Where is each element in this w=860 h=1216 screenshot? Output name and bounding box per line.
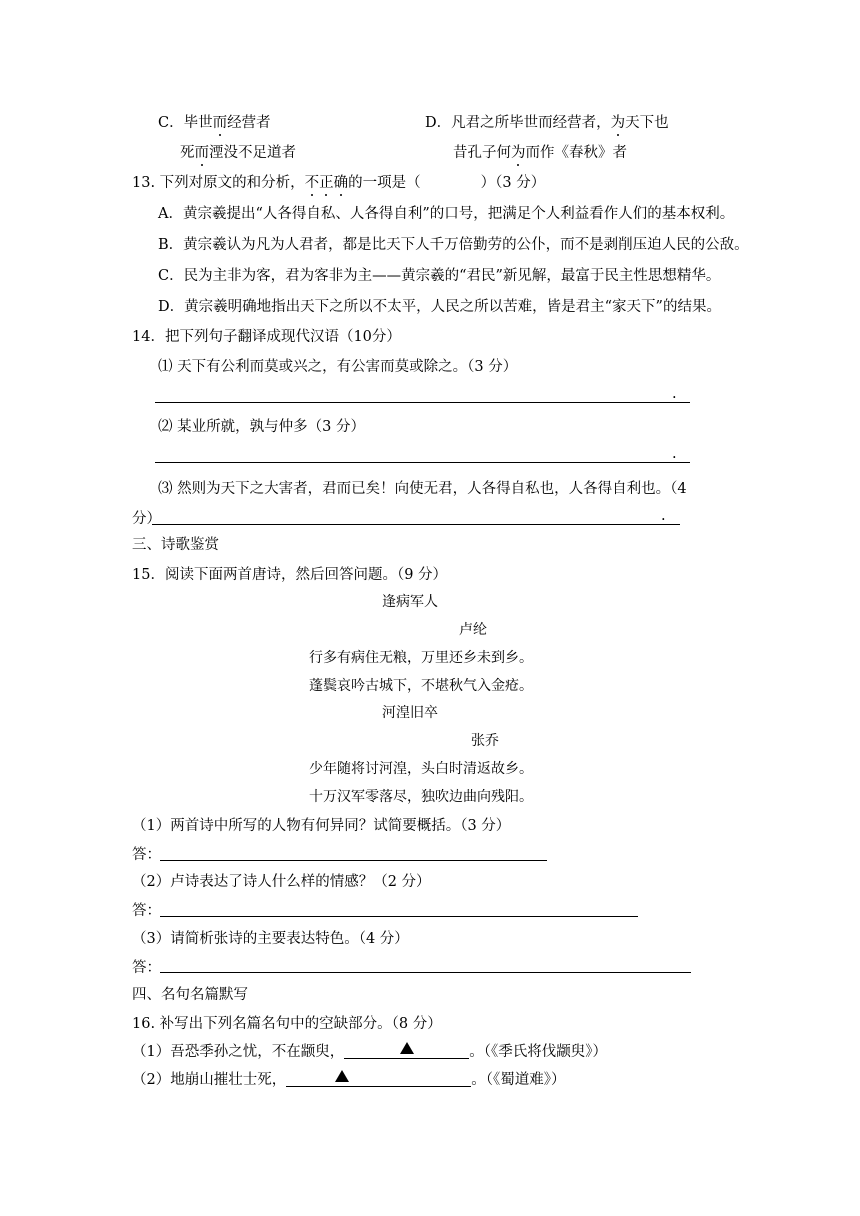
triangle-marker-icon: [400, 1042, 414, 1054]
q15-answer-label-3: 答：: [132, 960, 161, 976]
q14-answer-line-3[interactable]: [152, 524, 680, 525]
q15-sub-1: （1）两首诗中所写的人物有何异同？试简要概括。（3 分）: [132, 818, 511, 834]
q12-option-c-line2: 死而湮没不足道者: [180, 145, 296, 161]
q15-sub-2: （2）卢诗表达了诗人什么样的情感？（2 分）: [132, 874, 431, 890]
triangle-marker-icon: [335, 1070, 349, 1082]
q13-option-a: A．黄宗羲提出“人各得自私、人各得自利”的口号，把满足个人利益看作人们的基本权利。: [158, 206, 735, 222]
poem-1-line-2: 蓬鬓哀吟古城下，不堪秋气入金疮。: [309, 678, 533, 694]
poem-2-line-2: 十万汉军零落尽，独吹边曲向残阳。: [309, 789, 533, 805]
q14-stem: 14．把下列句子翻译成现代汉语（10分）: [132, 329, 401, 345]
q12-option-c-line1: C．毕世而经营者: [158, 115, 271, 131]
q14-answer-line-1[interactable]: [155, 402, 690, 403]
q14-sentence-3-cont: 分）: [132, 511, 161, 527]
q15-answer-line-1[interactable]: [160, 860, 547, 861]
q15-answer-label-2: 答：: [132, 903, 161, 919]
q13-option-c: C．民为主非为客，君为客非为主——黄宗羲的“君民”新见解，最富于民主性思想精华。: [158, 268, 721, 284]
q13-option-d: D．黄宗羲明确地指出天下之所以不太平，人民之所以苦难，皆是君主“家天下”的结果。: [158, 299, 721, 315]
q16-blank-1[interactable]: [344, 1042, 469, 1059]
q16-item-1: （1）吾恐季孙之忧，不在颛臾， 。（《季氏将伐颛臾》）: [132, 1044, 607, 1060]
emphasis-dot-char: 而: [212, 115, 228, 131]
poem-2-author: 张乔: [471, 733, 499, 749]
q12-option-d-line1: D．凡君之所毕世而经营者，为天下也: [425, 115, 669, 131]
emphasis-dot-char: 而: [194, 145, 209, 161]
poem-2-title: 河湟旧卒: [382, 705, 438, 721]
q16-item-2: （2）地崩山摧壮士死， 。（《蜀道难》）: [132, 1072, 566, 1088]
q15-answer-label-1: 答：: [132, 847, 161, 863]
poem-2-line-1: 少年随将讨河湟，头白时清返故乡。: [309, 761, 533, 777]
section-3-title: 三、诗歌鉴赏: [132, 537, 219, 553]
q14-sentence-1: ⑴ 天下有公利而莫或兴之，有公害而莫或除之。（3 分）: [158, 359, 518, 375]
emphasis-dot-char: 为: [610, 115, 626, 131]
poem-1-author: 卢纶: [459, 622, 487, 638]
q16-stem: 16. 补写出下列名篇名句中的空缺部分。（8 分）: [132, 1016, 442, 1032]
q14-period-2: .: [672, 446, 677, 462]
q13-stem: 13. 下列对原文的和分析，不正确的一项是（ ）（3 分）: [132, 175, 546, 191]
section-4-title: 四、名句名篇默写: [132, 987, 248, 1003]
q15-stem: 15．阅读下面两首唐诗，然后回答问题。（9 分）: [132, 567, 448, 583]
q13-option-b: B．黄宗羲认为凡为人君者，都是比天下人千万倍勤劳的公仆，而不是剥削压迫人民的公敌。: [158, 237, 749, 253]
q16-blank-2[interactable]: [286, 1070, 471, 1087]
poem-1-title: 逢病军人: [382, 594, 438, 610]
q14-period-1: .: [672, 386, 677, 402]
emphasis-dot-char: 为: [511, 145, 526, 161]
q15-answer-line-3[interactable]: [160, 972, 691, 973]
q15-answer-line-2[interactable]: [160, 916, 638, 917]
q15-sub-3: （3）请简析张诗的主要表达特色。（4 分）: [132, 931, 409, 947]
poem-1-line-1: 行多有病住无粮，万里还乡未到乡。: [309, 650, 533, 666]
q14-sentence-3: ⑶ 然则为天下之大害者，君而已矣！向使无君，人各得自私也，人各得自利也。（4: [158, 481, 687, 497]
q14-period-3: .: [661, 508, 666, 524]
q14-sentence-2: ⑵ 某业所就，孰与仲多（3 分）: [158, 419, 365, 435]
q12-option-d-line2: 昔孔子何为而作《春秋》者: [453, 145, 627, 161]
q14-answer-line-2[interactable]: [155, 462, 690, 463]
